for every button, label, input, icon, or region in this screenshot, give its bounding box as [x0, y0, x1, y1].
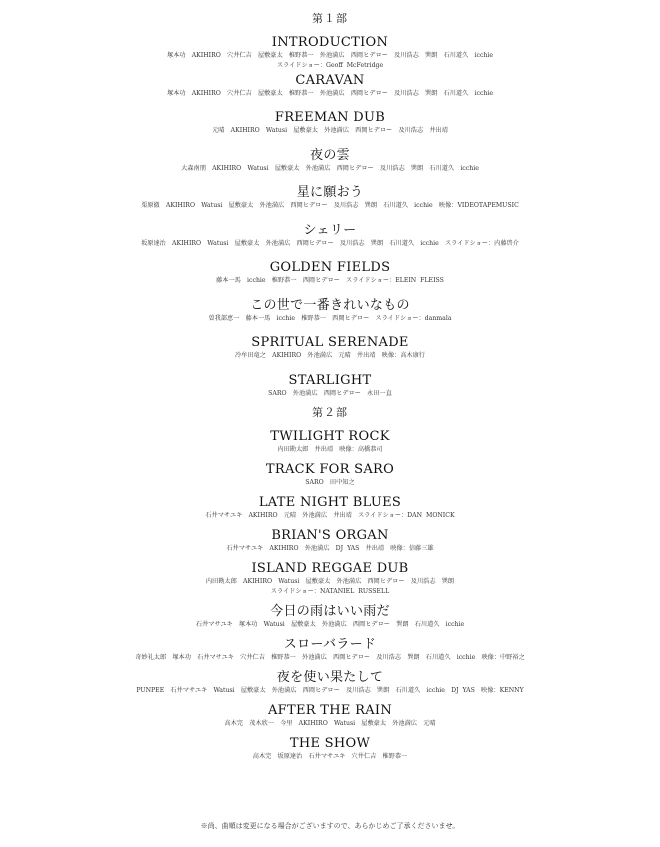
song-title: SPRITUAL SERENADE [251, 335, 409, 350]
part-1-heading: 第１部 [312, 12, 348, 25]
song-entry [0, 72, 660, 110]
song-title: スローバラード [283, 637, 377, 652]
song-title: ISLAND REGGAE DUB [251, 561, 409, 576]
song-credits: 高木完 坂原達治 石井マサユキ 穴井仁吉 椎野恭一 [252, 753, 408, 760]
song-entry [0, 702, 660, 735]
song-title: 夜を使い果たして [276, 670, 384, 685]
song-entry [0, 259, 660, 297]
song-title: 星に願おう [296, 185, 364, 200]
song-credits: 内田勘太郎 井出靖 映像：高橋恭司 [277, 446, 383, 453]
song-credits: 奇妙礼太郎 塚本功 石井マサユキ 穴井仁吉 椎野恭一 外池満広 西岡ヒデロー 及川浩志 巽朗 石川道久 icchie 映像：中野裕之 [135, 654, 525, 661]
part-2-section [0, 406, 660, 768]
song-title: THE SHOW [289, 736, 371, 751]
song-entry [0, 147, 660, 185]
song-title: シェリー [303, 222, 357, 238]
song-entry [0, 297, 660, 335]
song-credits: 曽我部恵一 藤本一馬 icchie 椎野恭一 西岡ヒデロー スライドショー：danmala [208, 314, 452, 322]
song-credits: 石井マサユキ AKIHIRO 外池満広 DJ YAS 井出靖 映像：信藤三雄 [226, 545, 434, 552]
song-entry [0, 636, 660, 669]
song-credits: 石井マサユキ AKIHIRO 元晴 外池満広 井出靖 スライドショー：DAN MONICK [205, 512, 455, 519]
song-title: AFTER THE RAIN [267, 703, 392, 718]
song-credits: 内田勘太郎 AKIHIRO Watusi 屋敷豪太 外池満広 西岡ヒデロー 及川浩志 巽朗 [205, 578, 455, 585]
song-entry [0, 603, 660, 636]
song-credits: 元晴 AKIHIRO Watusi 屋敷豪太 外池満広 西岡ヒデロー 及川浩志 井出靖 [212, 127, 448, 134]
song-credits: 塚本功 AKIHIRO 穴井仁吉 屋敷豪太 椎野恭一 外池満広 西岡ヒデロー 及川浩志 巽朗 石川道久 icchie [166, 52, 494, 59]
song-credits: 大森南朋 AKIHIRO Watusi 屋敷豪太 外池満広 西岡ヒデロー 及川浩志 巽朗 石川道久 icchie [181, 164, 479, 172]
part-2-song-list [0, 428, 660, 768]
song-title: この世で一番きれいなもの [250, 297, 410, 313]
song-credits-extra: スライドショー：Geoff McFetridge [276, 62, 384, 69]
song-entry [0, 560, 660, 603]
song-credits-extra: スライドショー：NATANIEL RUSSELL [270, 588, 390, 595]
song-title: 夜の雲 [310, 147, 350, 163]
song-entry [0, 334, 660, 372]
song-entry [0, 494, 660, 527]
song-title: BRIAN'S ORGAN [271, 528, 389, 543]
song-credits: 冷牟田竜之 AKIHIRO 外池満広 元晴 井出靖 映像：高木康行 [235, 352, 425, 359]
song-title: INTRODUCTION [271, 35, 389, 50]
song-entry [0, 372, 660, 410]
song-credits: SARO 田中知之 [305, 479, 355, 486]
song-credits: 石井マサユキ 塚本功 Watusi 屋敷豪太 外池満広 西岡ヒデロー 巽朗 石川道久 icchie [195, 621, 465, 628]
song-title: STARLIGHT [288, 372, 372, 388]
song-entry [0, 109, 660, 147]
song-title: FREEMAN DUB [274, 110, 386, 125]
song-entry [0, 669, 660, 702]
song-credits: PUNPEE 石井マサユキ Watusi 屋敷豪太 外池満広 西岡ヒデロー 及川浩志 巽朗 石川道久 icchie DJ YAS 映像：KENNY [136, 687, 524, 694]
song-entry [0, 461, 660, 494]
footnote: ※尚、曲順は変更になる場合がございますので、あらかじめご了承くださいませ。 [200, 822, 460, 830]
song-title: TWILIGHT ROCK [270, 429, 390, 444]
song-entry [0, 222, 660, 260]
song-entry [0, 735, 660, 768]
song-credits: 藤本一馬 icchie 椎野恭一 西岡ヒデロー スライドショー：ELEIN FLEISS [216, 277, 444, 284]
song-title: CARAVAN [295, 72, 365, 88]
song-entry [0, 527, 660, 560]
song-credits: 高木完 茂木欣一 今里 AKIHIRO Watusi 屋敷豪太 外池満広 元晴 [224, 720, 436, 727]
song-credits: SARO 外池満広 西岡ヒデロー 永田一直 [268, 389, 392, 397]
song-credits: 塚本功 AKIHIRO 穴井仁吉 屋敷豪太 椎野恭一 外池満広 西岡ヒデロー 及川浩志 巽朗 石川道久 icchie [166, 89, 494, 97]
song-credits: 坂原達治 AKIHIRO Watusi 屋敷豪太 外池満広 西岡ヒデロー 及川浩志 巽朗 石川道久 icchie スライドショー：内藤啓介 [141, 239, 519, 247]
song-title: TRACK FOR SARO [265, 462, 395, 477]
part-2-heading: 第２部 [312, 406, 348, 419]
part-1-section [0, 12, 660, 409]
song-entry [0, 184, 660, 222]
song-title: 今日の雨はいい雨だ [270, 604, 390, 619]
part-1-song-list [0, 34, 660, 409]
song-title: LATE NIGHT BLUES [258, 495, 402, 510]
song-entry [0, 34, 660, 72]
song-title: GOLDEN FIELDS [269, 260, 391, 275]
song-entry [0, 428, 660, 461]
song-credits: 栗原徹 AKIHIRO Watusi 屋敷豪太 外池満広 西岡ヒデロー 及川浩志 巽朗 石川道久 icchie 映像：VIDEOTAPEMUSIC [141, 202, 519, 209]
